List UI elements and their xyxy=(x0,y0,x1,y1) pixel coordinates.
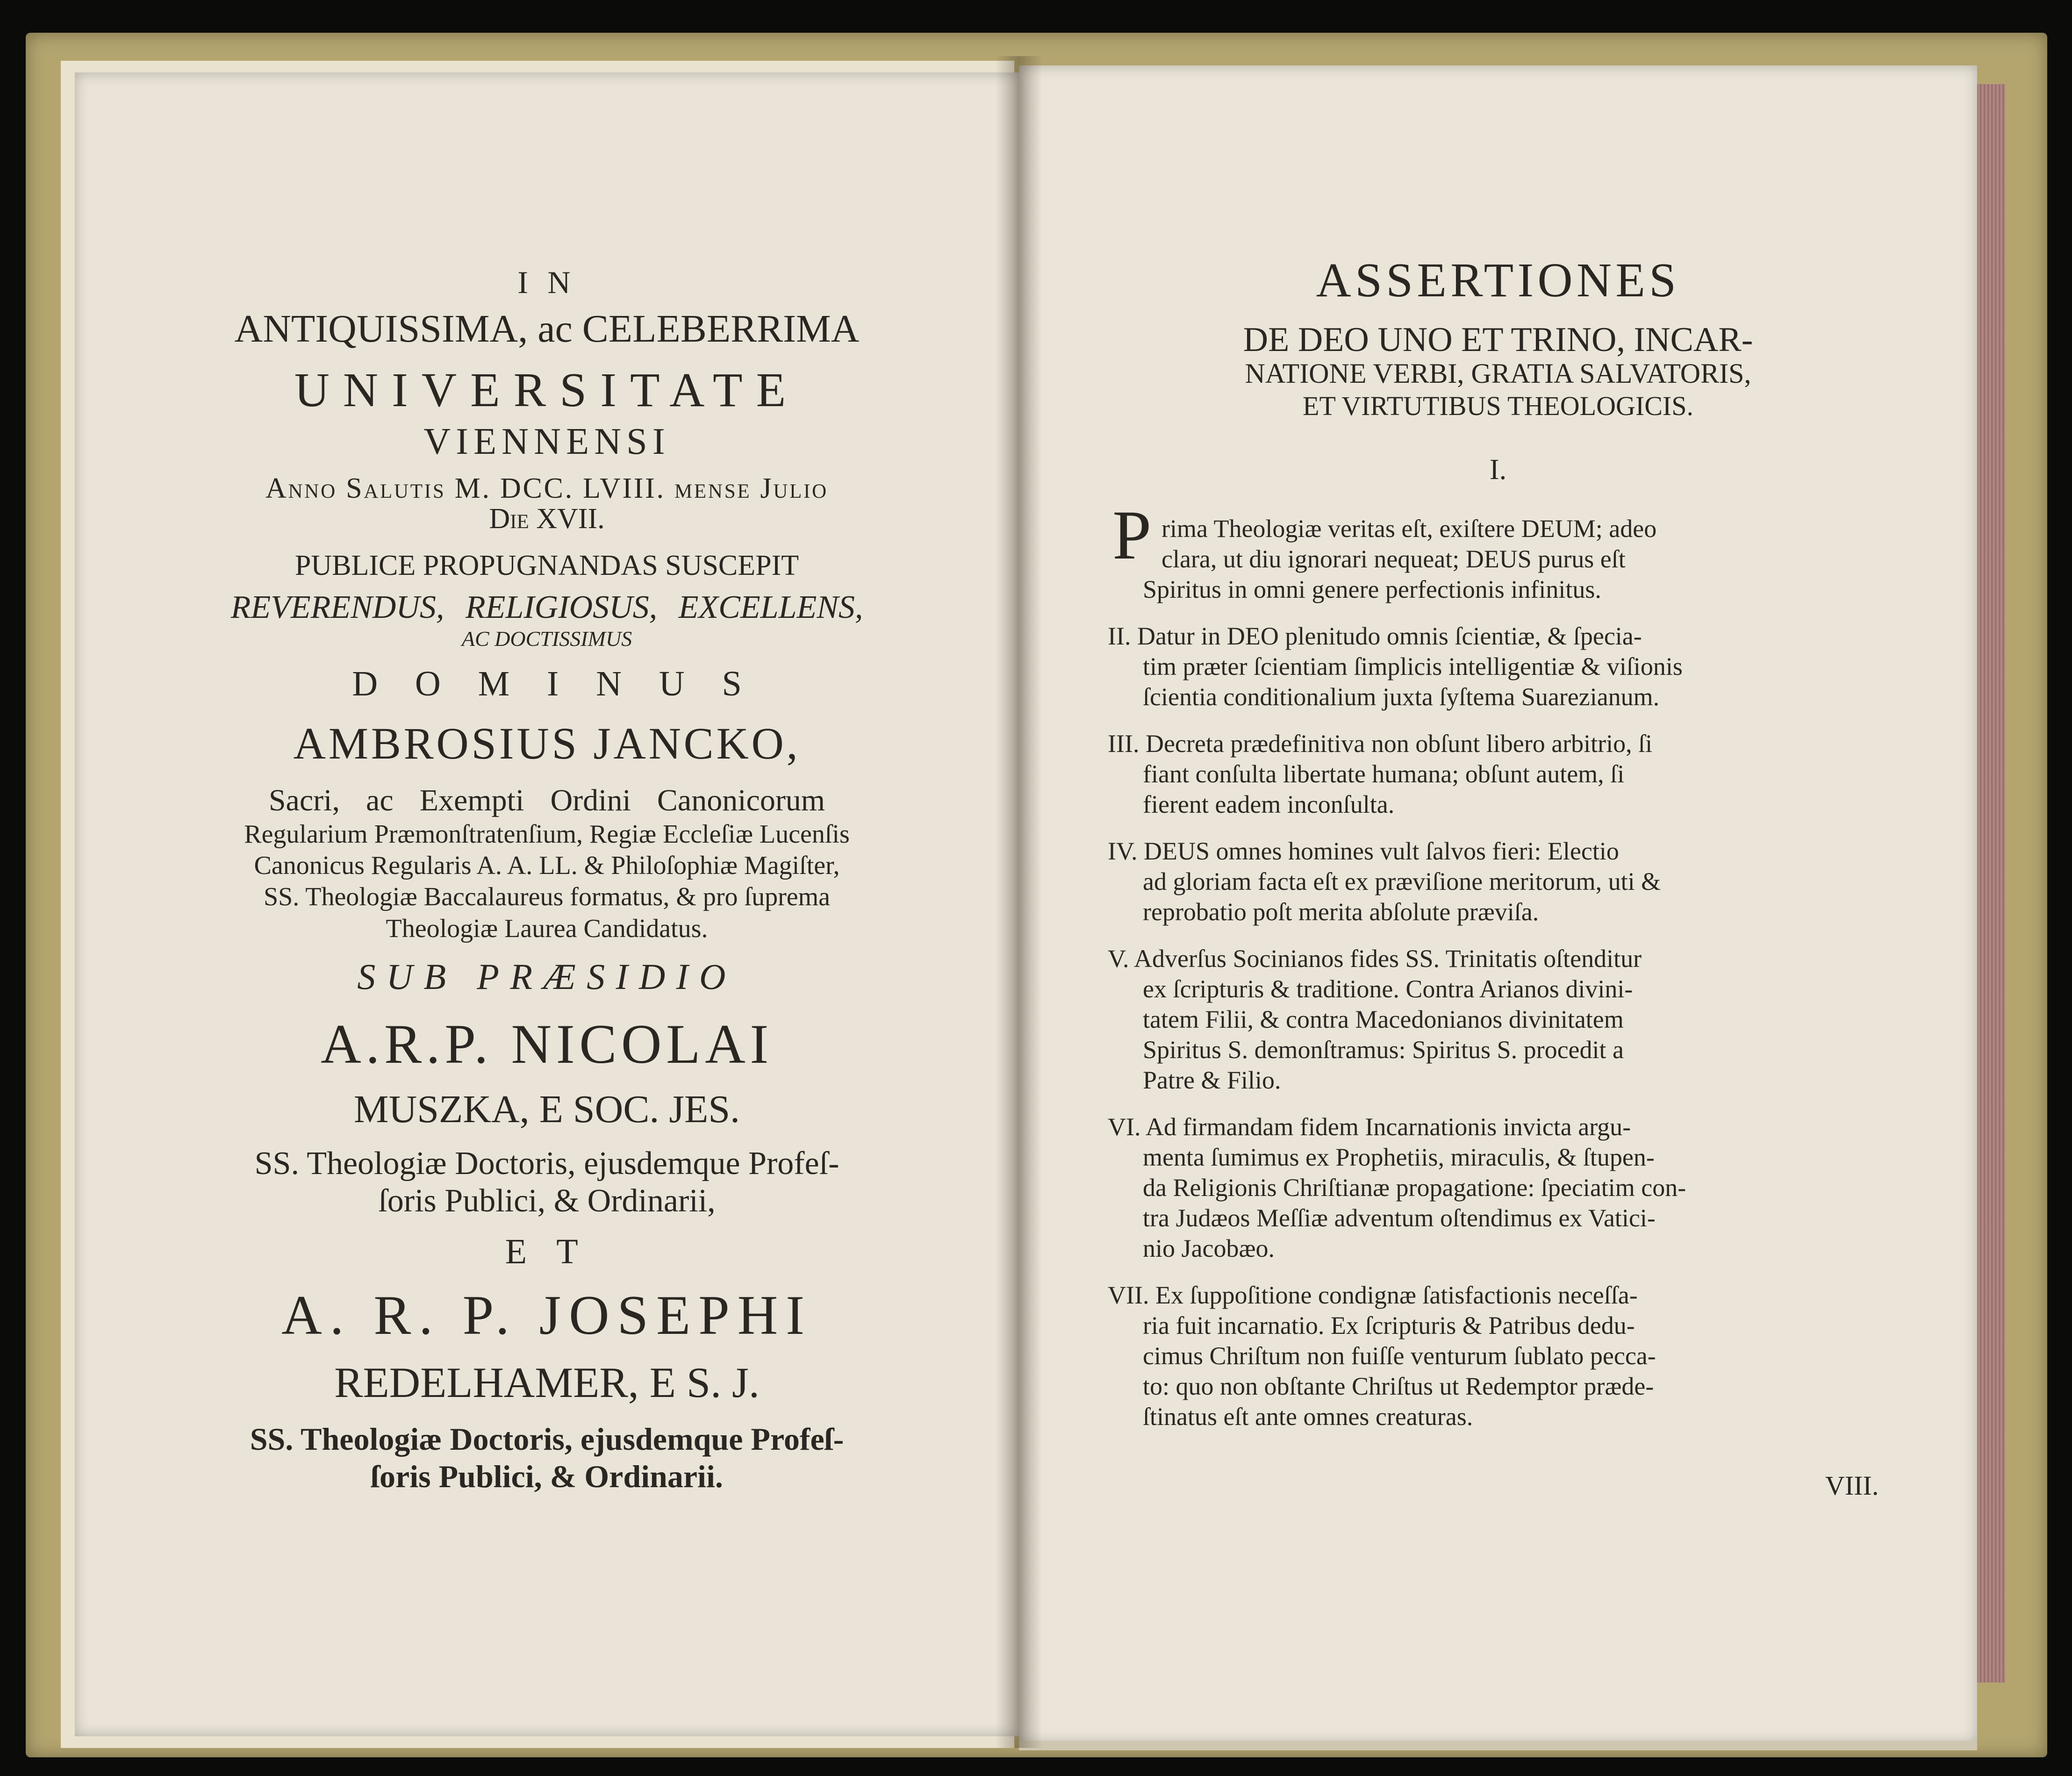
para-sacri-line-2: Regularium Præmonſtratenſium, Regiæ Eccleſiæ Lucenſis xyxy=(244,820,850,849)
line-in: I N xyxy=(517,265,576,300)
line-nicolai: A.R.P. NICOLAI xyxy=(321,1013,773,1075)
para-4-line-1: IV. DEUS omnes homines vult ſalvos fieri: Electio xyxy=(1108,837,1619,865)
para-6-line-4: tra Judæos Meſſiæ adventum oſtendimus ex Vatici- xyxy=(1143,1204,1656,1232)
drop-cap: P xyxy=(1112,496,1152,574)
line-publici-1: ſoris Publici, & Ordinarii, xyxy=(378,1183,716,1219)
para-2-line-1: II. Datur in DEO plenitudo omnis ſcientiæ, & ſpecia- xyxy=(1108,622,1642,650)
line-laurea: Theologiæ Laurea Candidatus. xyxy=(386,914,708,943)
para-1-line-1: rima Theologiæ veritas eſt, exiſtere DEUM; adeo xyxy=(1161,515,1657,543)
right-page-text xyxy=(1019,65,1977,1743)
para-3-line-2: fiant conſulta libertate humana; obſunt autem, ſi xyxy=(1143,760,1625,788)
para-5-line-2: ex ſcripturis & traditione. Contra Arianos divini- xyxy=(1143,975,1633,1003)
assertiones-title: ASSERTIONES xyxy=(1316,253,1680,307)
line-redelhamer: REDELHAMER, E S. J. xyxy=(334,1359,760,1406)
subtitle-line-1: DE DEO UNO ET TRINO, INCAR- xyxy=(1243,321,1753,359)
para-sacri-line-1: Sacri, ac Exempti Ordini Canonicorum xyxy=(268,783,825,817)
para-7-line-4: to: quo non obſtante Chriſtus ut Redemptor præde- xyxy=(1143,1372,1654,1400)
para-4-line-3: reprobatio poſt merita abſolute præviſa. xyxy=(1143,898,1539,926)
left-page-text xyxy=(75,72,1019,1736)
para-ss-2: SS. Theologiæ Doctoris, ejusdemque Profeſ- xyxy=(250,1421,844,1457)
subtitle-line-3: ET VIRTUTIBUS THEOLOGICIS. xyxy=(1303,391,1693,421)
line-publici-2: ſoris Publici, & Ordinarii. xyxy=(371,1459,723,1494)
para-3-line-3: fierent eadem inconſulta. xyxy=(1143,790,1395,818)
line-die: Die XVII. xyxy=(489,503,605,535)
para-6-line-5: nio Jacobæo. xyxy=(1143,1234,1275,1262)
para-ss-1: SS. Theologiæ Doctoris, ejusdemque Profeſ- xyxy=(254,1146,839,1182)
catchword: VIII. xyxy=(1825,1470,1879,1501)
line-anno: Anno Salutis M. DCC. LVIII. mense Julio xyxy=(265,473,828,504)
line-universitate: UNIVERSITATE xyxy=(294,363,800,417)
line-reverendus: REVERENDUS, RELIGIOSUS, EXCELLENS, xyxy=(230,589,863,625)
para-2-line-2: tim præter ſcientiam ſimplicis intelligentiæ & viſionis xyxy=(1143,652,1683,680)
para-7-line-3: cimus Chriſtum non fuiſſe venturum ſublato pecca- xyxy=(1143,1342,1656,1370)
para-7-line-1: VII. Ex ſuppoſitione condignæ ſatisfactionis neceſſa- xyxy=(1108,1281,1638,1309)
para-5-line-1: V. Adverſus Socinianos fides SS. Trinitatis oſtenditur xyxy=(1108,945,1642,973)
para-3-line-1: III. Decreta prædefinitiva non obſunt libero arbitrio, ſi xyxy=(1108,730,1653,758)
para-5-line-3: tatem Filii, & contra Macedonianos divinitatem xyxy=(1143,1005,1624,1033)
para-2-line-3: ſcientia conditionalium juxta ſyſtema Suarezianum. xyxy=(1143,683,1660,711)
line-et: E T xyxy=(505,1232,589,1271)
para-1-line-2: clara, ut diu ignorari nequeat; DEUS purus eſt xyxy=(1161,545,1626,573)
line-ac-doctissimus: AC DOCTISSIMUS xyxy=(461,627,632,651)
para-5-line-4: Spiritus S. demonſtramus: Spiritus S. procedit a xyxy=(1143,1036,1624,1064)
para-4-line-2: ad gloriam facta eſt ex præviſione meritorum, uti & xyxy=(1143,867,1661,895)
para-1-line-3: Spiritus in omni genere perfectionis infinitus. xyxy=(1143,575,1601,603)
line-dominus: DOMINUS xyxy=(352,664,779,703)
para-5-line-5: Patre & Filio. xyxy=(1143,1066,1281,1094)
para-6-line-2: menta ſumimus ex Prophetiis, miraculis, & ſtupen- xyxy=(1143,1143,1655,1171)
para-6-line-3: da Religionis Chriſtianæ propagatione: ſpeciatim con- xyxy=(1143,1174,1686,1202)
line-publice: PUBLICE PROPUGNANDAS SUSCEPIT xyxy=(294,550,799,581)
subtitle-line-2: NATIONE VERBI, GRATIA SALVATORIS, xyxy=(1245,358,1751,389)
para-sacri-line-3: Canonicus Regularis A. A. LL. & Philoſophiæ Magiſter, xyxy=(254,851,840,880)
line-viennensi: VIENNENSI xyxy=(423,421,670,462)
section-numeral: I. xyxy=(1489,454,1507,486)
para-7-line-2: ria fuit incarnatio. Ex ſcripturis & Patribus dedu- xyxy=(1143,1311,1635,1339)
line-ambrosius: AMBROSIUS JANCKO, xyxy=(293,718,801,768)
para-7-line-5: ſtinatus eſt ante omnes creaturas. xyxy=(1143,1403,1473,1431)
line-sub-praesidio: SUB PRÆSIDIO xyxy=(357,956,737,997)
page-edges xyxy=(1977,84,2005,1683)
line-muszka: MUSZKA, E SOC. JES. xyxy=(353,1088,740,1131)
para-6-line-1: VI. Ad firmandam fidem Incarnationis invicta argu- xyxy=(1108,1113,1631,1141)
para-sacri-line-4: SS. Theologiæ Baccalaureus formatus, & pro ſuprema xyxy=(263,882,831,911)
line-antiquissima: ANTIQUISSIMA, ac CELEBERRIMA xyxy=(234,307,860,351)
line-josephi: A. R. P. JOSEPHI xyxy=(281,1284,812,1346)
